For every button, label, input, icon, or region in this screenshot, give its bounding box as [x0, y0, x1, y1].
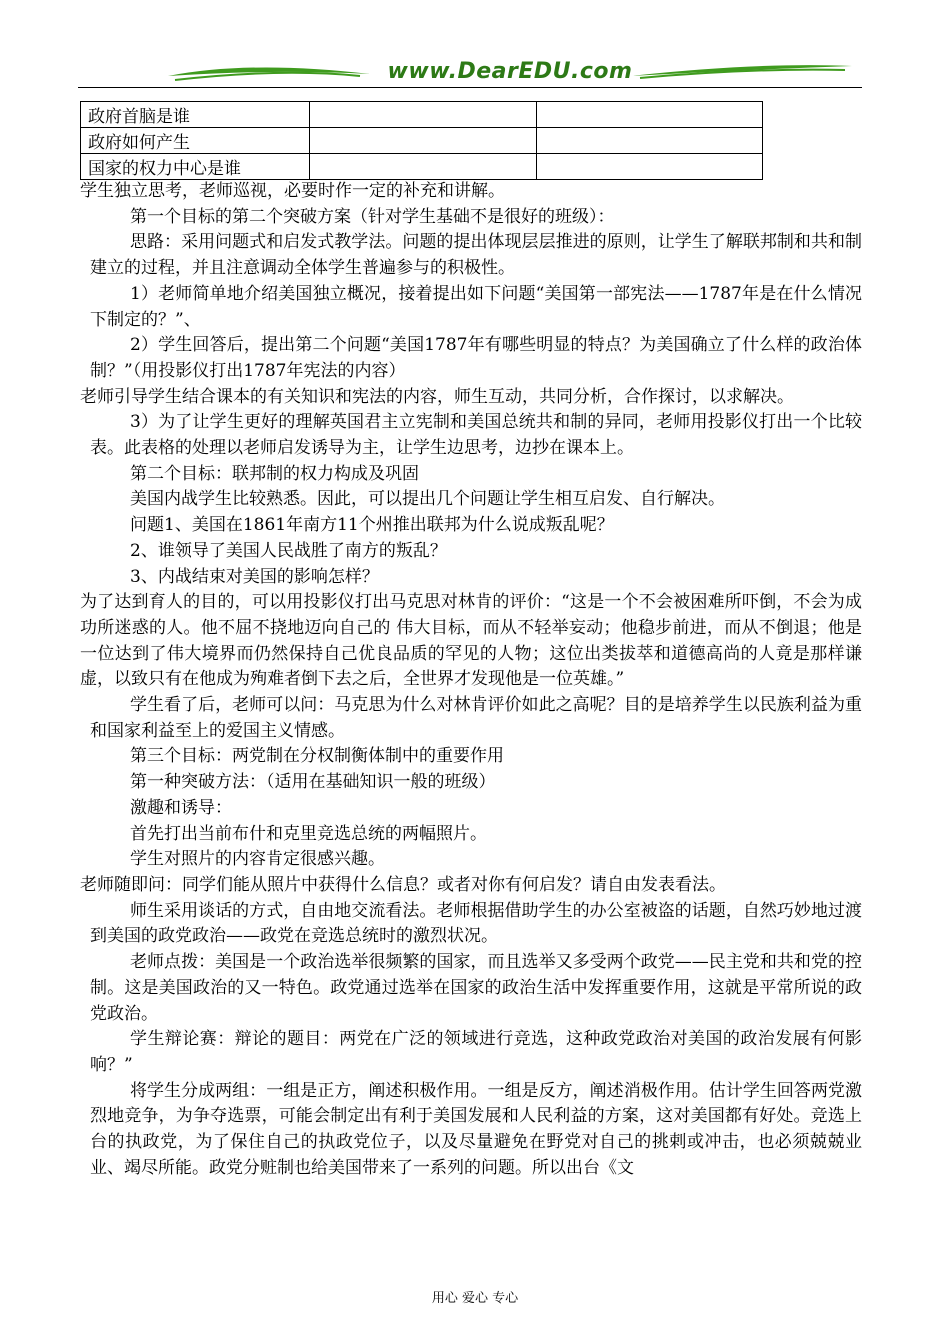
paragraph: 第二个目标：联邦制的权力构成及巩固 [130, 463, 419, 484]
body-text [80, 179, 862, 1181]
header-divider [78, 87, 862, 88]
paragraph: 思路：采用问题式和启发式教学法。问题的提出体现层层推进的原则，让学生了解联邦制和共和制建立的过程，并且注意调动全体学生普遍参与的积极性。 [90, 232, 862, 279]
table-cell: 国家的权力中心是谁 [81, 154, 310, 180]
table-cell [537, 102, 763, 128]
paragraph: 学生独立思考，老师巡视，必要时作一定的补充和讲解。 [80, 181, 505, 201]
paragraph: 学生看了后，老师可以问：马克思为什么对林肯评价如此之高呢？目的是培养学生以民族利益为重和国家利益至上的爱国主义情感。 [90, 695, 862, 741]
table-row [81, 102, 763, 128]
table-cell: 政府首脑是谁 [81, 102, 310, 128]
paragraph: 1）老师简单地介绍美国独立概况，接着提出如下问题“美国第一部宪法——1787年是在什么情况下制定的？”、 [90, 283, 862, 330]
site-logo-text: www.DearEDU.com [387, 59, 633, 84]
table-cell: 政府如何产生 [81, 128, 310, 154]
paragraph: 美国内战学生比较熟悉。因此，可以提出几个问题让学生相互启发、自行解决。 [130, 489, 725, 510]
paragraph: 师生采用谈话的方式，自由地交流看法。老师根据借助学生的办公室被盗的话题，自然巧妙地过渡到美国的政党政治——政党在竞选总统时的激烈状况。 [90, 900, 862, 947]
paragraph: 首先打出当前布什和克里竞选总统的两幅照片。 [130, 823, 487, 844]
comparison-table [80, 101, 763, 180]
paragraph: 为了达到育人的目的，可以用投影仪打出马克思对林肯的评价：“这是一个不会被困难所吓倒，不会为成功所迷惑的人。他不屈不挠地迈向自己的 伟大目标，而从不轻举妄动；他稳步前进，而从不倒退；他是一位达到了伟大境界而仍然保持自己优良品质的罕见的人物；这位出类拔萃和道德高尚的人竟是那样谦虚，以致只有在他成为殉难者倒下去之后，全世界才发现他是一位英雄。” [80, 592, 862, 690]
table-cell [537, 154, 763, 180]
table-cell [537, 128, 763, 154]
table-cell [310, 128, 537, 154]
paragraph: 老师引导学生结合课本的有关知识和宪法的内容，师生互动，共同分析，合作探讨，以求解决。 [80, 386, 794, 407]
paragraph: 激趣和诱导： [130, 797, 232, 818]
paragraph: 第一个目标的第二个突破方案（针对学生基础不是很好的班级）： [130, 206, 615, 227]
table-row [81, 154, 763, 180]
table-row [81, 128, 763, 154]
paragraph: 问题1、美国在1861年南方11个州推出联邦为什么说成叛乱呢？ [130, 515, 614, 536]
paragraph: 老师点拨：美国是一个政治选举很频繁的国家，而且选举又多受两个政党——民主党和共和党的控制。这是美国政治的又一特色。政党通过选举在国家的政治生活中发挥重要作用，这就是平常所说的政党政治。 [90, 952, 862, 1024]
paragraph: 老师随即问：同学们能从照片中获得什么信息？或者对你有何启发？请自由发表看法。 [80, 874, 726, 895]
paragraph: 2）学生回答后，提出第二个问题“美国1787年有哪些明显的特点？为美国确立了什么样的政治体制？”（用投影仪打出1787年宪法的内容） [90, 335, 862, 381]
page-footer: 用心 爱心 专心 [431, 1291, 519, 1306]
paragraph: 将学生分成两组：一组是正方，阐述积极作用。一组是反方，阐述消极作用。估计学生回答两党激烈地竞争，为争夺选票，可能会制定出有利于美国发展和人民利益的方案，这对美国都有好处。竞选上台的执政党，为了保住自己的执政党位子，以及尽量避免在野党对自己的挑剌或冲击，也必须兢兢业业、竭尽所能。政党分赃制也给美国带来了一系列的问题。所以出台《文 [90, 1080, 862, 1178]
paragraph: 3）为了让学生更好的理解英国君主立宪制和美国总统共和制的异同，老师用投影仪打出一个比较表。此表格的处理以老师启发诱导为主，让学生边思考，边抄在课本上。 [90, 412, 862, 459]
paragraph: 学生辩论赛：辩论的题目：两党在广泛的领域进行竞选，这种政党政治对美国的政治发展有何影响？” [90, 1029, 862, 1075]
paragraph: 2、谁领导了美国人民战胜了南方的叛乱？ [130, 540, 447, 561]
table-body [81, 102, 763, 180]
paragraph: 3、内战结束对美国的影响怎样？ [130, 566, 379, 587]
paragraph: 第一种突破方法：（适用在基础知识一般的班级） [130, 772, 496, 793]
paragraph: 第三个目标：两党制在分权制衡体制中的重要作用 [130, 746, 504, 767]
table-cell [310, 102, 537, 128]
table-cell [310, 154, 537, 180]
paragraph: 学生对照片的内容肯定很感兴趣。 [130, 849, 385, 870]
